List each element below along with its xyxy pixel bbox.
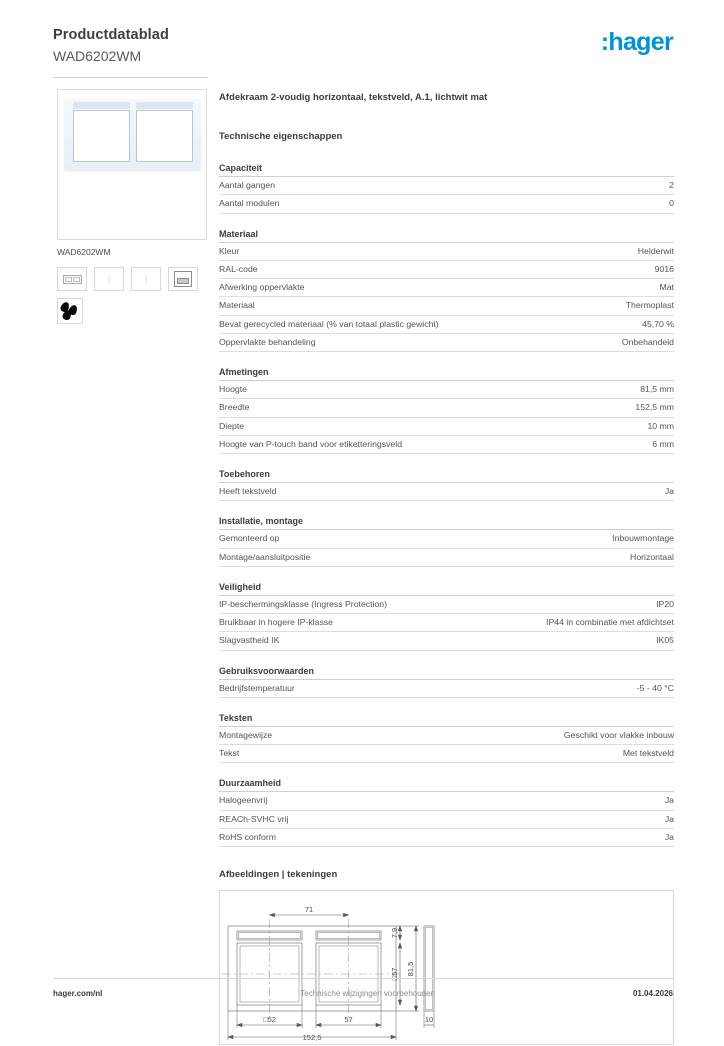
spec-label: Gemonteerd op xyxy=(219,533,280,544)
spec-row xyxy=(219,279,674,297)
spec-group-title: Veiligheid xyxy=(219,582,674,596)
spec-group xyxy=(219,367,674,454)
frame-text-field-right xyxy=(136,102,193,109)
spec-row xyxy=(219,399,674,417)
spec-label: Tekst xyxy=(219,748,240,759)
spec-label: IP-beschermingsklasse (Ingress Protection) xyxy=(219,598,388,609)
thumb-blank-2[interactable] xyxy=(131,267,161,291)
spec-label: Breedte xyxy=(219,402,250,413)
two-window-frame-icon xyxy=(63,275,82,284)
spec-value: 0 xyxy=(669,198,674,209)
product-frame-graphic xyxy=(64,99,201,171)
thumbnail-row-2 xyxy=(57,298,207,324)
spec-label: RAL-code xyxy=(219,263,258,274)
spec-value: Geschikt voor vlakke inbouw xyxy=(563,729,674,740)
spec-label: Kleur xyxy=(219,245,240,256)
spec-group-title: Afmetingen xyxy=(219,367,674,381)
dim-strip-height: 7,9 xyxy=(390,927,399,939)
header-divider xyxy=(53,77,208,78)
spec-value: -5 - 40 °C xyxy=(636,682,674,693)
spec-group xyxy=(219,713,674,764)
spec-value: Ja xyxy=(664,813,674,824)
spec-label: Hoogte van P-touch band voor etiketteringsveld xyxy=(219,438,403,449)
spec-value: Thermoplast xyxy=(625,300,674,311)
spec-value: 2 xyxy=(669,180,674,191)
thumb-mounting[interactable] xyxy=(168,267,198,291)
product-description: Afdekraam 2-voudig horizontaal, tekstveld, A.1, lichtwit mat xyxy=(219,92,488,103)
technical-drawing-svg xyxy=(220,891,675,1046)
spec-value: IK05 xyxy=(656,635,674,646)
spec-label: REACh-SVHC vrij xyxy=(219,813,289,824)
spec-value: Helderwit xyxy=(637,245,674,256)
spec-row xyxy=(219,530,674,548)
spec-row xyxy=(219,177,674,195)
hager-logo: :hager xyxy=(600,28,673,56)
section-title-technical: Technische eigenschappen xyxy=(219,131,343,142)
spec-group-title: Teksten xyxy=(219,713,674,727)
spec-row xyxy=(219,614,674,632)
spec-value: Onbehandeld xyxy=(621,336,674,347)
dim-window-width: 57 xyxy=(344,1015,353,1024)
spec-value: Mat xyxy=(659,282,674,293)
page-footer xyxy=(53,978,673,998)
spec-label: Slagvastheid IK xyxy=(219,635,280,646)
spec-label: Aantal gangen xyxy=(219,180,276,191)
spec-row xyxy=(219,727,674,745)
footer-disclaimer: Technische wijzigingen voorbehouden xyxy=(300,989,436,998)
spec-group xyxy=(219,666,674,698)
spec-group-title: Materiaal xyxy=(219,229,674,243)
footer-row xyxy=(53,989,673,998)
spec-group xyxy=(219,778,674,847)
footer-date: 01.04.2026 xyxy=(632,989,673,998)
spec-value: 9016 xyxy=(654,263,674,274)
spec-value: Ja xyxy=(664,795,674,806)
dim-total-width: 152,5 xyxy=(302,1033,322,1042)
spec-value: Ja xyxy=(664,831,674,842)
spec-value: 152,5 mm xyxy=(635,402,674,413)
spec-label: Montage/aansluitpositie xyxy=(219,551,311,562)
spec-value: IP20 xyxy=(656,598,674,609)
spec-label: Aantal modulen xyxy=(219,198,280,209)
dim-pitch-71: 71 xyxy=(304,905,314,914)
blank-icon xyxy=(108,275,110,284)
spec-row xyxy=(219,680,674,698)
spec-row xyxy=(219,418,674,436)
spec-row xyxy=(219,483,674,501)
spec-label: Diepte xyxy=(219,420,245,431)
spec-label: Hoogte xyxy=(219,384,248,395)
spec-label: Bevat gerecycled materiaal (% van totaal plastic gewicht) xyxy=(219,318,439,329)
spec-value: Inbouwmontage xyxy=(612,533,674,544)
header-row xyxy=(53,26,673,65)
spec-group xyxy=(219,516,674,567)
spec-value: Ja xyxy=(664,486,674,497)
flush-mount-box-icon xyxy=(174,271,192,287)
spec-label: Halogeenvrij xyxy=(219,795,268,806)
spec-value: 45,70 % xyxy=(642,318,674,329)
spec-row xyxy=(219,792,674,810)
product-media-column xyxy=(57,89,207,324)
spec-value: IP44 in combinatie met afdichtset xyxy=(546,617,674,628)
thumbnail-row-1 xyxy=(57,267,207,291)
spec-row xyxy=(219,297,674,315)
product-image-caption: WAD6202WM xyxy=(57,247,111,257)
spec-value: 10 mm xyxy=(647,420,674,431)
spec-groups xyxy=(219,163,674,847)
spec-row xyxy=(219,316,674,334)
product-code-subtitle: WAD6202WM xyxy=(53,47,142,64)
spec-row xyxy=(219,261,674,279)
frame-text-field-left xyxy=(73,102,130,109)
spec-group xyxy=(219,582,674,651)
header-titles xyxy=(53,26,169,65)
spec-row xyxy=(219,811,674,829)
spec-group-title: Toebehoren xyxy=(219,469,674,483)
spec-group xyxy=(219,163,674,214)
spec-group-title: Gebruiksvoorwaarden xyxy=(219,666,674,680)
spec-label: Materiaal xyxy=(219,300,255,311)
spec-label: Oppervlakte behandeling xyxy=(219,336,316,347)
frame-window-right xyxy=(136,110,193,162)
spec-label: Afwerking oppervlakte xyxy=(219,282,305,293)
drawing-title: Afbeeldingen | tekeningen xyxy=(219,869,338,880)
thumb-blank-1[interactable] xyxy=(94,267,124,291)
spec-row xyxy=(219,549,674,567)
spec-label: RoHS conform xyxy=(219,831,276,842)
spec-row xyxy=(219,334,674,352)
spec-label: Bedrijfstemperatuur xyxy=(219,682,295,693)
footer-website[interactable]: hager.com/nl xyxy=(53,989,103,998)
water-drops-icon xyxy=(61,302,79,320)
technical-drawing xyxy=(219,890,674,1045)
spec-value: Met tekstveld xyxy=(622,748,674,759)
footer-divider xyxy=(53,978,673,979)
spec-label: Heeft tekstveld xyxy=(219,486,277,497)
product-image xyxy=(57,89,207,240)
spec-group-title: Installatie, montage xyxy=(219,516,674,530)
spec-row xyxy=(219,596,674,614)
spec-row xyxy=(219,243,674,261)
spec-group xyxy=(219,469,674,501)
spec-row xyxy=(219,632,674,650)
spec-group-title: Capaciteit xyxy=(219,163,674,177)
spec-group xyxy=(219,229,674,353)
thumb-frame-front[interactable] xyxy=(57,267,87,291)
spec-label: Bruikbaar in hogere IP-klasse xyxy=(219,617,333,628)
page-title: Productdatablad xyxy=(53,27,169,43)
blank-icon xyxy=(145,275,147,284)
spec-row xyxy=(219,195,674,213)
spec-row xyxy=(219,381,674,399)
specifications-column xyxy=(219,92,674,1045)
dim-total-height: 81,5 xyxy=(406,961,415,977)
thumb-splash-proof[interactable] xyxy=(57,298,83,324)
frame-window-left xyxy=(73,110,130,162)
spec-group-title: Duurzaamheid xyxy=(219,778,674,792)
spec-label: Montagewijze xyxy=(219,729,273,740)
drawing-block xyxy=(219,869,674,1045)
spec-row xyxy=(219,745,674,763)
spec-value: Horizontaal xyxy=(630,551,674,562)
dim-depth: 10 xyxy=(424,1015,434,1024)
spec-value: 81,5 mm xyxy=(640,384,674,395)
spec-row xyxy=(219,436,674,454)
dim-window-height: □57 xyxy=(390,967,399,981)
page-header xyxy=(53,26,673,78)
dim-window-square: □52 xyxy=(263,1015,276,1024)
spec-value: 6 mm xyxy=(652,438,674,449)
spec-row xyxy=(219,829,674,847)
